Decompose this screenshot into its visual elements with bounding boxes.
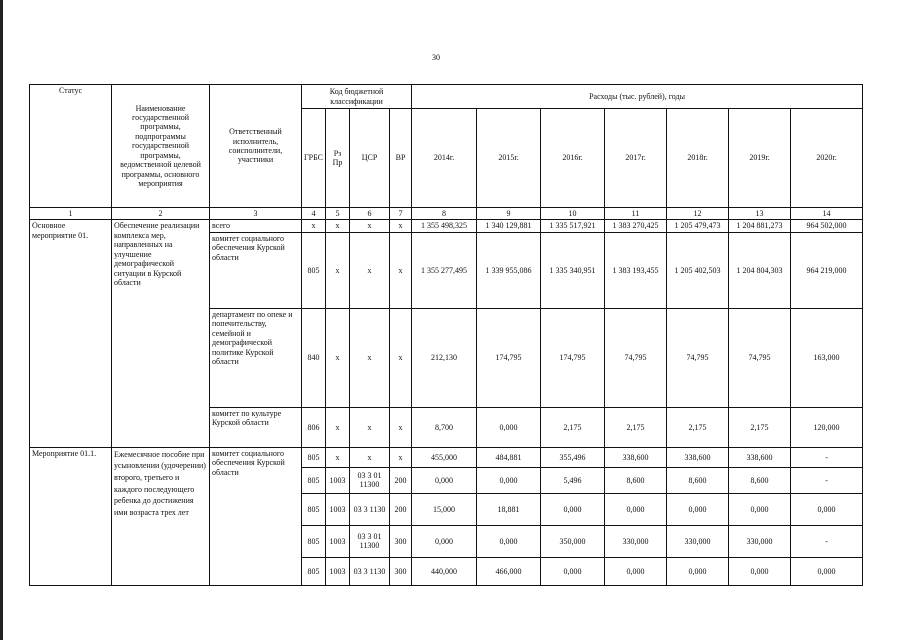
- value-cell: 74,795: [605, 308, 667, 407]
- value-cell: 1 335 340,951: [541, 232, 605, 308]
- value-cell: 338,600: [605, 447, 667, 467]
- vr-cell: x: [390, 220, 412, 232]
- value-cell: 0,000: [412, 467, 477, 493]
- value-cell: 0,000: [729, 557, 791, 585]
- value-cell: 0,000: [477, 525, 541, 557]
- vr-cell: 200: [390, 493, 412, 525]
- value-cell: 0,000: [541, 557, 605, 585]
- block1-name: Обеспечение реализации комплекса мер, направленных на улучшение демографической ситуации в Курской области: [112, 220, 210, 447]
- header-name: Наименование государственной программы, подпрограммы государственной программы, ведомственной целевой программы, основного мероприятия: [112, 85, 210, 208]
- value-cell: 8,700: [412, 407, 477, 447]
- value-cell: 163,000: [791, 308, 863, 407]
- header-executor: Ответственный исполнитель, соисполнители, участники: [210, 85, 302, 208]
- value-cell: 1 383 270,425: [605, 220, 667, 232]
- value-cell: 74,795: [667, 308, 729, 407]
- value-cell: 0,000: [541, 493, 605, 525]
- rzpr-cell: 1003: [326, 557, 350, 585]
- value-cell: 1 205 402,503: [667, 232, 729, 308]
- executor-cell: комитет по культуре Курской области: [210, 407, 302, 447]
- value-cell: 8,600: [729, 467, 791, 493]
- value-cell: 330,000: [667, 525, 729, 557]
- value-cell: 0,000: [791, 493, 863, 525]
- executor-cell: комитет социального обеспечения Курской области: [210, 232, 302, 308]
- vr-cell: x: [390, 407, 412, 447]
- value-cell: 466,000: [477, 557, 541, 585]
- header-vr: ВР: [390, 109, 412, 208]
- grbs-cell: x: [302, 220, 326, 232]
- value-cell: 484,881: [477, 447, 541, 467]
- value-cell: 2,175: [729, 407, 791, 447]
- grbs-cell: 806: [302, 407, 326, 447]
- budget-table: [29, 84, 863, 586]
- value-cell: 0,000: [605, 493, 667, 525]
- header-expenses: Расходы (тыс. рублей), годы: [412, 85, 863, 109]
- value-cell: 338,600: [667, 447, 729, 467]
- table-row: [30, 220, 863, 232]
- grbs-cell: 805: [302, 232, 326, 308]
- column-number: 2: [112, 208, 210, 220]
- header-year: 2015г.: [477, 109, 541, 208]
- grbs-cell: 805: [302, 493, 326, 525]
- header-csr: ЦСР: [350, 109, 390, 208]
- value-cell: 330,000: [729, 525, 791, 557]
- csr-cell: x: [350, 407, 390, 447]
- table-row: [30, 447, 863, 467]
- value-cell: 964 502,000: [791, 220, 863, 232]
- csr-cell: 03 3 01 11300: [350, 525, 390, 557]
- vr-cell: x: [390, 308, 412, 407]
- value-cell: 338,600: [729, 447, 791, 467]
- executor-cell: всего: [210, 220, 302, 232]
- header-year: 2020г.: [791, 109, 863, 208]
- header-year: 2017г.: [605, 109, 667, 208]
- header-year: 2018г.: [667, 109, 729, 208]
- value-cell: -: [791, 525, 863, 557]
- value-cell: 174,795: [477, 308, 541, 407]
- column-number: 3: [210, 208, 302, 220]
- column-number: 10: [541, 208, 605, 220]
- value-cell: 0,000: [791, 557, 863, 585]
- value-cell: 1 204 881,273: [729, 220, 791, 232]
- csr-cell: x: [350, 308, 390, 407]
- value-cell: 8,600: [667, 467, 729, 493]
- header-year: 2016г.: [541, 109, 605, 208]
- column-number: 5: [326, 208, 350, 220]
- block2-executor: комитет социального обеспечения Курской области: [210, 447, 302, 585]
- value-cell: 18,881: [477, 493, 541, 525]
- value-cell: 1 383 193,455: [605, 232, 667, 308]
- rzpr-cell: 1003: [326, 493, 350, 525]
- executor-cell: департамент по опеке и попечительству, семейной и демографической политике Курской области: [210, 308, 302, 407]
- vr-cell: 200: [390, 467, 412, 493]
- column-number: 6: [350, 208, 390, 220]
- grbs-cell: 805: [302, 557, 326, 585]
- value-cell: 1 205 479,473: [667, 220, 729, 232]
- value-cell: 1 204 804,303: [729, 232, 791, 308]
- column-number: 1: [30, 208, 112, 220]
- rzpr-cell: x: [326, 407, 350, 447]
- grbs-cell: 805: [302, 467, 326, 493]
- vr-cell: 300: [390, 525, 412, 557]
- grbs-cell: 840: [302, 308, 326, 407]
- value-cell: 330,000: [605, 525, 667, 557]
- value-cell: 1 335 517,921: [541, 220, 605, 232]
- rzpr-cell: x: [326, 308, 350, 407]
- vr-cell: x: [390, 447, 412, 467]
- header-year: 2014г.: [412, 109, 477, 208]
- value-cell: 74,795: [729, 308, 791, 407]
- value-cell: 1 340 129,881: [477, 220, 541, 232]
- value-cell: 0,000: [605, 557, 667, 585]
- header-status: Статус: [30, 85, 112, 208]
- column-numbers-row: [30, 208, 863, 220]
- header-budget-code: Код бюджетной классификации: [302, 85, 412, 109]
- value-cell: 2,175: [667, 407, 729, 447]
- value-cell: 355,496: [541, 447, 605, 467]
- value-cell: 350,000: [541, 525, 605, 557]
- value-cell: 440,000: [412, 557, 477, 585]
- value-cell: 8,600: [605, 467, 667, 493]
- page-number: 30: [432, 53, 440, 62]
- rzpr-cell: 1003: [326, 525, 350, 557]
- rzpr-cell: x: [326, 220, 350, 232]
- column-number: 8: [412, 208, 477, 220]
- column-number: 13: [729, 208, 791, 220]
- column-number: 7: [390, 208, 412, 220]
- vr-cell: 300: [390, 557, 412, 585]
- header-year: 2019г.: [729, 109, 791, 208]
- value-cell: 174,795: [541, 308, 605, 407]
- column-number: 12: [667, 208, 729, 220]
- csr-cell: x: [350, 220, 390, 232]
- column-number: 14: [791, 208, 863, 220]
- value-cell: 0,000: [729, 493, 791, 525]
- csr-cell: x: [350, 232, 390, 308]
- value-cell: 455,000: [412, 447, 477, 467]
- value-cell: 212,130: [412, 308, 477, 407]
- value-cell: 2,175: [541, 407, 605, 447]
- vr-cell: x: [390, 232, 412, 308]
- value-cell: 120,000: [791, 407, 863, 447]
- value-cell: 5,496: [541, 467, 605, 493]
- rzpr-cell: x: [326, 447, 350, 467]
- value-cell: -: [791, 447, 863, 467]
- block2-status: Мероприятие 01.1.: [30, 447, 112, 585]
- column-number: 4: [302, 208, 326, 220]
- value-cell: 15,000: [412, 493, 477, 525]
- block2-name: Ежемесячное пособие при усыновлении (удочерении) второго, третьего и каждого последующего ребенка до достижения ими возраста трех лет: [112, 447, 210, 585]
- column-number: 9: [477, 208, 541, 220]
- rzpr-cell: x: [326, 232, 350, 308]
- value-cell: 0,000: [477, 407, 541, 447]
- header-rzpr: Рз Пр: [326, 109, 350, 208]
- value-cell: 964 219,000: [791, 232, 863, 308]
- grbs-cell: 805: [302, 525, 326, 557]
- value-cell: -: [791, 467, 863, 493]
- value-cell: 0,000: [412, 525, 477, 557]
- csr-cell: x: [350, 447, 390, 467]
- value-cell: 2,175: [605, 407, 667, 447]
- rzpr-cell: 1003: [326, 467, 350, 493]
- column-number: 11: [605, 208, 667, 220]
- value-cell: 1 355 498,325: [412, 220, 477, 232]
- csr-cell: 03 3 1130: [350, 557, 390, 585]
- value-cell: 1 355 277,495: [412, 232, 477, 308]
- value-cell: 0,000: [477, 467, 541, 493]
- value-cell: 1 339 955,086: [477, 232, 541, 308]
- header-grbs: ГРБС: [302, 109, 326, 208]
- block1-status: Основное мероприятие 01.: [30, 220, 112, 447]
- scan-left-edge: [0, 0, 3, 640]
- value-cell: 0,000: [667, 557, 729, 585]
- value-cell: 0,000: [667, 493, 729, 525]
- csr-cell: 03 3 1130: [350, 493, 390, 525]
- grbs-cell: 805: [302, 447, 326, 467]
- csr-cell: 03 3 01 11300: [350, 467, 390, 493]
